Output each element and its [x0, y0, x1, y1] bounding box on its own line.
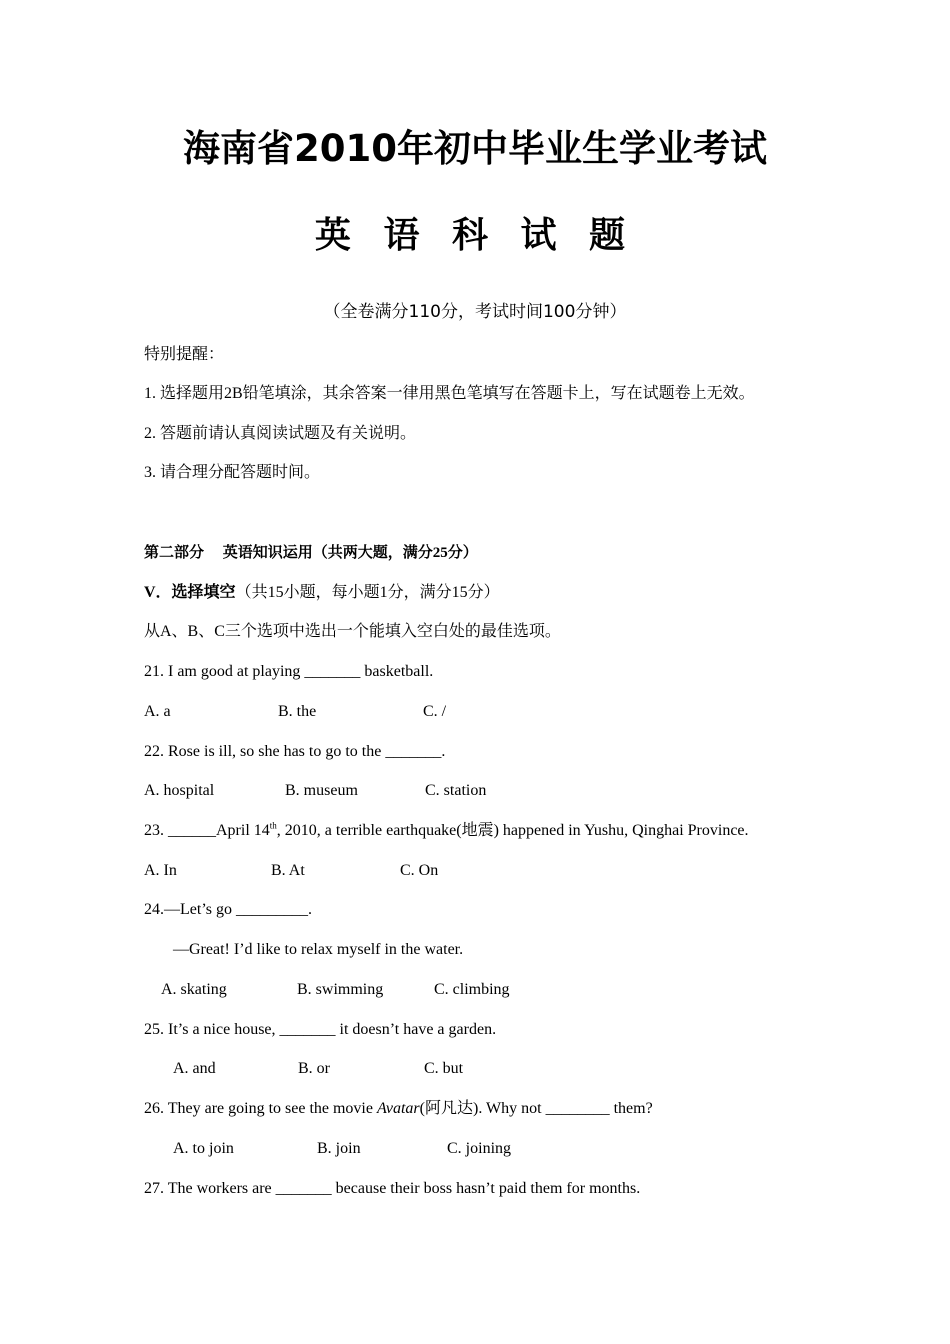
- section-v-heading: [144, 583, 500, 603]
- option-a: A. a: [144, 703, 171, 720]
- option-a: A. skating: [161, 981, 227, 998]
- question-21-stem: 21. I am good at playing _______ basketball.: [144, 663, 434, 680]
- movie-title: Avatar: [376, 1100, 420, 1117]
- question-21-options: [144, 702, 544, 722]
- question-26-options: [173, 1139, 573, 1159]
- option-c: C. station: [425, 782, 487, 799]
- option-c: C. /: [423, 703, 447, 720]
- option-b: B. the: [278, 703, 317, 720]
- question-22-stem: 22. Rose is ill, so she has to go to the _______.: [144, 743, 446, 760]
- notice-item-3: 3. 请合理分配答题时间。: [144, 464, 321, 481]
- option-c: C. but: [424, 1060, 464, 1077]
- question-26-stem-end: (阿凡达). Why not ________ them?: [419, 1100, 653, 1117]
- option-b: B. swimming: [297, 981, 384, 998]
- option-c: C. joining: [447, 1140, 512, 1157]
- notice-item-1: 1. 选择题用2B铅笔填涂，其余答案一律用黑色笔填写在答题卡上，写在试题卷上无效。: [144, 385, 755, 402]
- option-b: B. or: [298, 1060, 330, 1077]
- option-a: A. hospital: [144, 782, 215, 799]
- ordinal-suffix: th: [269, 820, 277, 831]
- question-27-stem: 27. The workers are _______ because their boss hasn’t paid them for months.: [144, 1180, 641, 1197]
- option-a: A. to join: [173, 1140, 234, 1157]
- question-24-stem: 24.—Let’s go _________.: [144, 901, 312, 918]
- option-b: B. museum: [285, 782, 358, 799]
- notice-heading: 特别提醒：: [144, 346, 225, 363]
- question-23-stem-start: 23. ______April 14: [144, 822, 270, 839]
- question-23-stem: [144, 821, 749, 841]
- exam-title: 海南省2010年初中毕业生学业考试: [183, 127, 767, 170]
- question-22-options: [144, 781, 544, 801]
- question-25-stem: 25. It’s a nice house, _______ it doesn’t have a garden.: [144, 1021, 497, 1038]
- section-v-note: （共15小题，每小题1分，满分15分）: [235, 584, 500, 601]
- option-a: A. and: [173, 1060, 216, 1077]
- question-23-options: [144, 861, 544, 881]
- question-24-reply: —Great! I’d like to relax myself in the water.: [173, 941, 464, 958]
- question-26-stem: [144, 1099, 653, 1119]
- question-24-options: [161, 980, 561, 1000]
- option-b: B. join: [317, 1140, 361, 1157]
- question-26-stem-start: 26. They are going to see the movie: [144, 1100, 377, 1117]
- option-a: A. In: [144, 862, 177, 879]
- question-25-options: [173, 1059, 573, 1079]
- option-c: C. climbing: [434, 981, 510, 998]
- section-v-instruction: 从A、B、C三个选项中选出一个能填入空白处的最佳选项。: [144, 623, 561, 640]
- part2-heading: 第二部分 英语知识运用（共两大题，满分25分）: [144, 545, 478, 561]
- exam-score-time: （全卷满分110分，考试时间100分钟）: [323, 302, 627, 322]
- option-c: C. On: [400, 862, 439, 879]
- question-23-stem-end: , 2010, a terrible earthquake(地震) happened in Yushu, Qinghai Province.: [276, 822, 749, 839]
- option-b: B. At: [271, 862, 305, 879]
- exam-subject-title: 英 语 科 试 题: [314, 215, 636, 256]
- section-v-label: V．选择填空: [144, 584, 236, 601]
- notice-item-2: 2. 答题前请认真阅读试题及有关说明。: [144, 425, 417, 442]
